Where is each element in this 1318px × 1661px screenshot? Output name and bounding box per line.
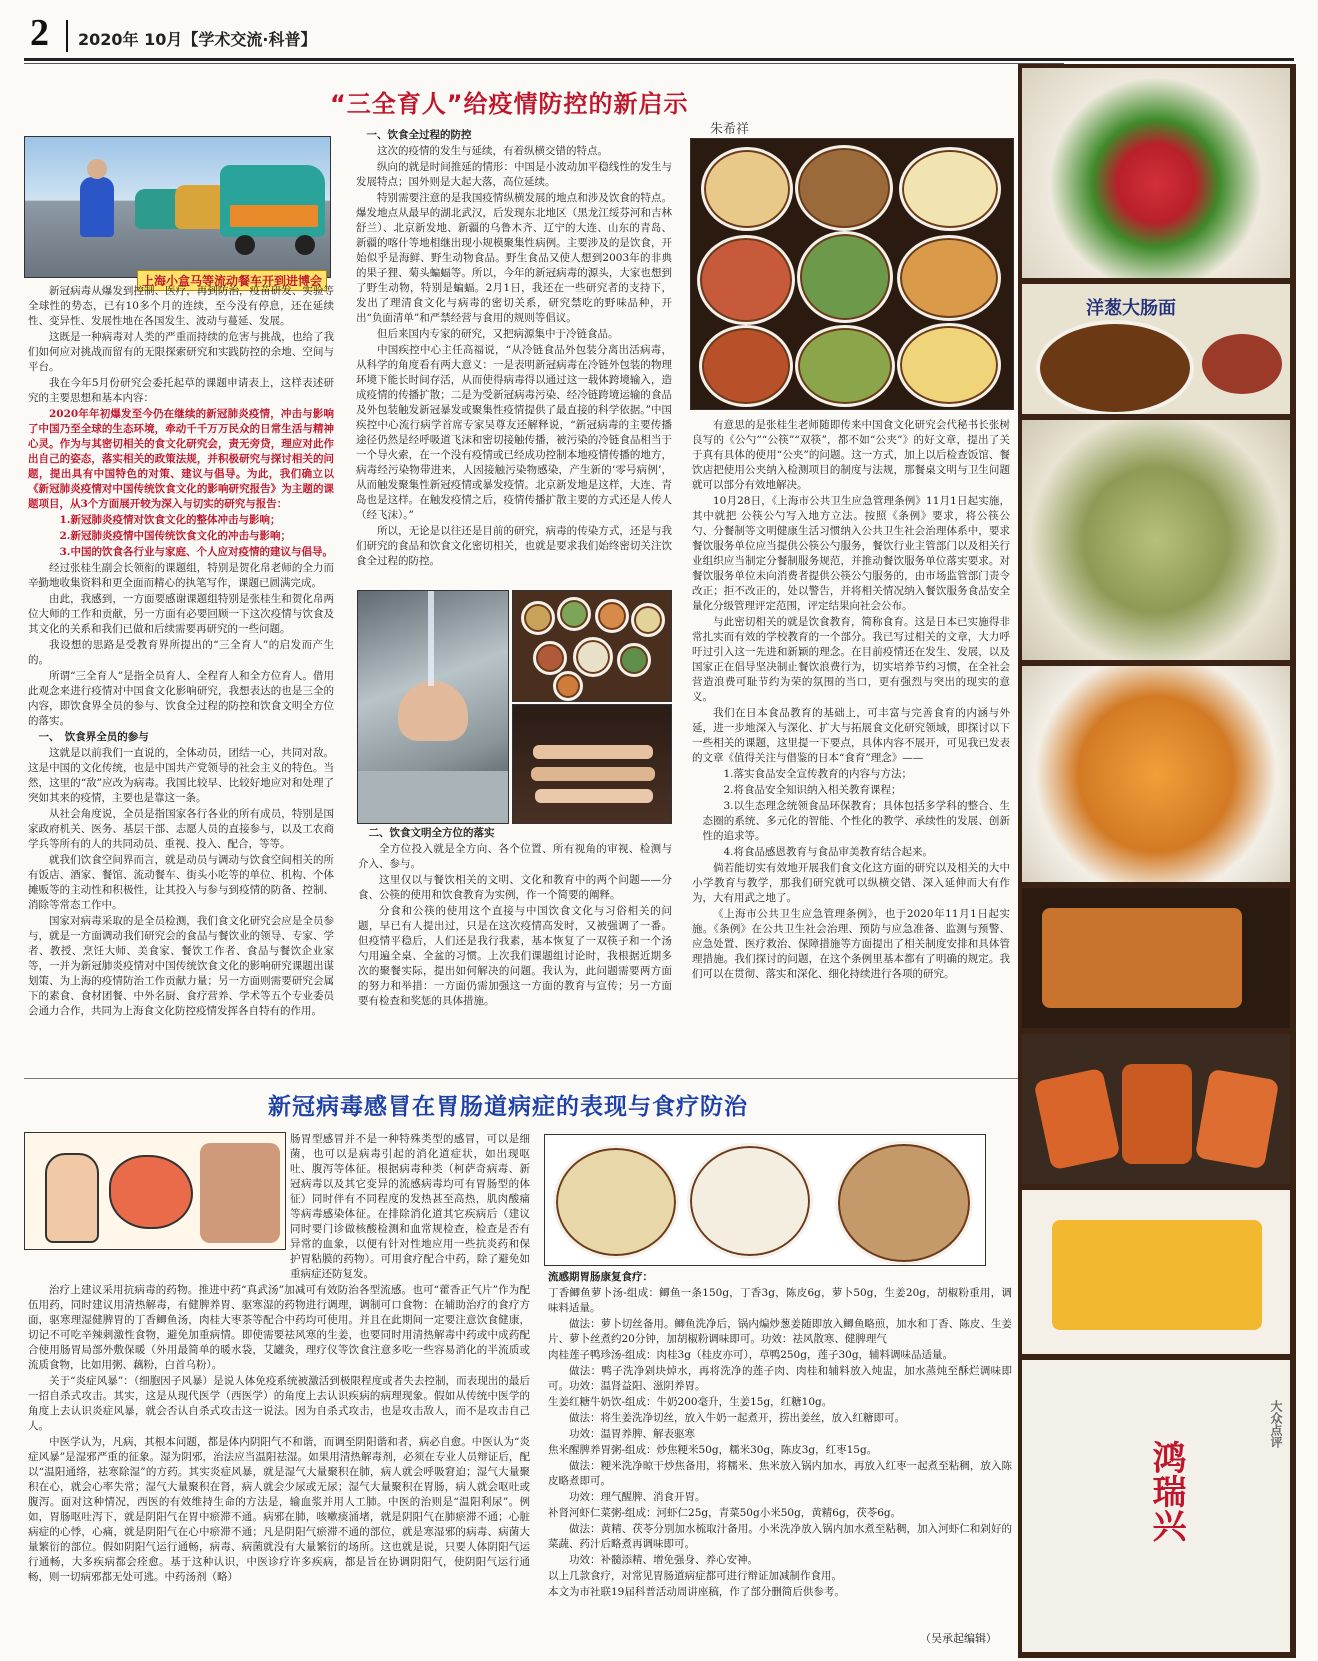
paragraph: 10月28日，《上海市公共卫生应急管理条例》11月1日起实施，其中就把 公筷公勺写入地方立法。按照《条例》要求，将公筷公勺、分餐制等文明健康生活习惯纳入公共卫生社会治理体系中，要求餐饮服务单位应当提供公筷公勺服务，餐饮行业主管部门以及相关行业组织应当制定分餐制服务规范，并推动餐饮服务单位落实要求。对餐饮服务单位未向消费者提供公筷公勺服务的，由市场监管部门责令改正；拒不改正的，处以警告，并将相关情况纳入餐饮服务食品安全量化分级管理评定范围，评定结果向社会公布。 bbox=[692, 495, 1010, 612]
paragraph: 与此密切相关的就是饮食教育，简称食育。这是日本已实施得非常扎实而有效的学校教育的一个部分。我已写过相关的文章，大力呼吁过引入这一先进和新颖的理念。在目前疫情还在发生、发展，以及国家正在倡导坚决制止餐饮浪费行为，切实培养节约习惯，在全社会营造浪费可耻节约为荣的氛围的当口，更有强烈与突出的现实的意义。 bbox=[692, 616, 1010, 703]
highlight-paragraph: 2020年年初爆发至今仍在继续的新冠肺炎疫情，冲击与影响了中国乃至全球的生态环境，牵动千千万万民众的日常生活与精神心灵。作为与其密切相关的食文化研究会，责无旁贷，理应对此作出自己的姿态，落实相关的政策法规，并积极研究与探讨相关的问题，提出具有中国特色的对策、建议与倡导。为此，我们确立以《新冠肺炎疫情对中国传统饮食文化的影响研究报告》为主题的课题项目，从3个方面展开较为深入与切实的研究与报告： bbox=[28, 408, 334, 510]
paragraph: 这里仅以与餐饮相关的文明、文化和教育中的两个问题——分食、公筷的使用和饮食教育为实例，作一个简要的阐释。 bbox=[358, 874, 672, 901]
recipe-line: 肉桂莲子鸭珍汤-组成：肉桂3g（桂皮亦可），草鸭250g，莲子30g，辅料调味品适量。 bbox=[548, 1349, 954, 1361]
header-rule-thin bbox=[24, 63, 1064, 64]
paragraph: 分食和公筷的使用这个直接与中国饮食文化与习俗相关的问题，早已有人提出过，只是在这次疫情高发时，又被强调了一番。但疫情平稳后，人们还是我行我素，基本恢复了一双筷子和一个汤勺用遍全桌、全盆的习惯。上次我们课题组讨论时，我根据近期多次的聚餐实际，提出如何解决的问题。我认为，此问题需要两方面的努力和举措：一方面仍需加强这一方面的教育与宣传；另一方面要有检查和奖惩的具体措施。 bbox=[358, 905, 672, 1007]
article2-left-column bbox=[28, 1132, 530, 1652]
recipe-line: 功效：补髓添精、增免强身、养心安神。 bbox=[569, 1554, 758, 1566]
paragraph: 从社会角度说，全员是指国家各行各业的所有成员，特别是国家政府机关、医务、基层干部、志愿人员的直接参与，以及工农商学兵等所有的人的共同动员、重视、投入、配合，等等。 bbox=[28, 808, 334, 850]
recipe-line: 功效：理气醒脾、消食开胃。 bbox=[569, 1491, 706, 1503]
paragraph: 关于“炎症风暴”：（细胞因子风暴）是说人体免疫系统被激活到极限程度或者失去控制，而表现出的最后一招自杀式攻击。其实，这是从现代医学（西医学）的角度上去认识疾病的病理现象。假如从传统中医学的角度上去认识炎症风暴，就会否认自杀式攻击这一说法。因为自杀式攻击，也是攻击敌人，而不是攻击自己人。 bbox=[28, 1375, 530, 1432]
food-truck-photo bbox=[24, 136, 331, 278]
list-item: 4.将食品感恩教育与食品审美教育结合起来。 bbox=[723, 846, 934, 858]
recipe-line: 做法：鸭子洗净剁块焯水，再将洗净的莲子肉、肉桂和辅料放入炖盅，加水蒸炖至酥烂调味即可。功效：温肾益阳、滋阴养胃。 bbox=[548, 1365, 1012, 1392]
recipe-line: 以上几款食疗，对常见胃肠道病症都可进行辩证加减制作食用。 bbox=[548, 1570, 842, 1582]
paragraph: 所以，无论是以往还是目前的研究，病毒的传染方式，还是与我们研究的食品和饮食文化密切相关，也就是要求我们始终密切关注饮食全过程的防控。 bbox=[356, 525, 672, 567]
recipe-line: 补肾河虾仁菜粥-组成：河虾仁25g，青菜50g小米50g，黄精6g，茯苓6g。 bbox=[548, 1507, 902, 1519]
food-truck-caption: 上海小盒马等流动餐车开到进博会 bbox=[137, 270, 327, 291]
paragraph: 这就是以前我们一直说的，全体动员，团结一心，共同对敌。这是中国的文化传统，也是中国共产党领导的社会主义的特色。当然，这里的“敌”应改为病毒。我国比较早、比较好地应对和处理了突如其来的疫情，主要也是靠这一条。 bbox=[28, 747, 334, 804]
article1-title: “三全育人”给疫情防控的新启示 bbox=[330, 90, 689, 118]
dumpling-box-photo bbox=[1022, 1360, 1290, 1652]
review-watermark: 大众点评 bbox=[1269, 1400, 1283, 1448]
article2-title: 新冠病毒感冒在胃肠道病症的表现与食疗防治 bbox=[268, 1094, 748, 1120]
header-date-section: 2020年 10月【学术交流·科普】 bbox=[78, 30, 317, 49]
paragraph: 我在今年5月份研究会委托起草的课题申请表上，这样表述研究的主要思想和基本内容： bbox=[28, 377, 334, 404]
list-item: 1.落实食品安全宣传教育的内容与方法； bbox=[723, 768, 913, 780]
paragraph: 由此，我感到，一方面要感谢课题组特别是张桂生和贺化帛两位大师的工作和贡献，另一方面有必要回顾一下这次疫情与饮食及其文化的关系和我们已做和后续需要再研究的一些问题。 bbox=[28, 593, 334, 635]
paragraph: 我设想的思路是受教育界所提出的“三全育人”的启发而产生的。 bbox=[28, 639, 334, 666]
paragraph: 纵向的就是时间推延的情形：中国是小波动加平稳线性的发生与发展特点；国外则是大起大落，高位延续。 bbox=[356, 161, 672, 188]
skewers-photo bbox=[512, 704, 672, 824]
porridge-photos bbox=[544, 1134, 986, 1266]
dumplings-photo bbox=[1022, 420, 1290, 660]
article2-recipes bbox=[548, 1270, 1012, 1656]
article1-column-1 bbox=[28, 284, 334, 1024]
handwashing-photo bbox=[357, 590, 509, 824]
research-item: 2.新冠肺炎疫情中国传统饮食文化的冲击与影响； bbox=[59, 530, 291, 542]
sweet-sour-ribs-photo bbox=[1022, 68, 1290, 278]
paragraph: 所谓“三全育人”是指全员育人、全程育人和全方位育人。借用此观念来进行疫情对中国食文化影响研究，我想表达的也是三全的内容，即饮食界全员的参与、饮食全过程的防控和饮食文明全方位的落实。 bbox=[28, 670, 334, 727]
header-divider bbox=[66, 20, 68, 52]
research-item: 3.中国的饮食各行业与家庭、个人应对疫情的建议与倡导。 bbox=[59, 546, 333, 558]
onion-noodle-photo bbox=[1022, 284, 1290, 414]
recipe-line: 本文为市社联19届科普活动周讲座稿，作了部分删简后供参考。 bbox=[548, 1586, 845, 1598]
paragraph: 中医学认为，凡病，其根本问题，都是体内阴阳气不和谐，而调至阴阳谐和者，病必自愈。中医认为“炎症风暴”是湿邪严重的征象。湿为阴邪，治法应当温阳祛湿。如果用清热解毒剂，必须在专业人员辩证后，配以“温阳通络，祛寒除湿”的方药。其实炎症风暴，就是湿气大量聚积在肺，病人就会呼吸窘迫；湿气大量聚积在心，就会心率失常；湿气大量聚积在肾，病人就会少尿或无尿；湿气大量聚积在胃肠，病人就会呕吐或腹泻。面对这种情况，西医的有效维持生命的方法是，输血浆并用人工肺。中医的治则是“温阳利尿”。例如，胃肠呕吐泻下，就是阴阳气在胃中瘀滞不通。病邪在肺，咳嗽痰涌堵，就是阴阳气在肺瘀滞不通；心脏病症的心悸，心痛，就是阴阳气在心中瘀滞不通；凡是阴阳气瘀滞不通的部位，就是寒湿邪的病毒、病菌大量繁衍的部位。假如阴阳气运行通畅，病毒、病菌就没有大量繁衍的场所。这也就是说，只要人体阴阳气运行通畅，大多疾病都会痊愈。基于这种认识，中医诊疗许多疾病，都是旨在协调阴阳气，使阴阳气运行通畅，则一切病邪都无处可逃。中药汤剂（略） bbox=[28, 1436, 530, 1583]
recipe-line: 丁香鲫鱼萝卜汤-组成：鲫鱼一条150g，丁香3g，陈皮6g，萝卜50g，生姜20g，胡椒粉重用，调味料适量。 bbox=[548, 1287, 1012, 1314]
article-divider bbox=[24, 1078, 1064, 1079]
dishes-collage bbox=[690, 138, 1014, 410]
paragraph: 中国疾控中心主任高福说，“从冷链食品外包装分离出活病毒，从科学的角度看有两大意义：一是表明新冠病毒在冷链外包装的物理环境下能长时间存活，从而使得病毒得以通过这一载体跨境输入，造成疫情的传播扩散；二是为受新冠病毒污染、经冷链跨境运输的食品及外包装触发新冠暴发或聚集性疫情提供了最直接的科学依据。”中国疾控中心流行病学首席专家吴尊友还解释说，“新冠病毒的主要传播途径仍然是经呼吸道飞沫和密切接触传播，被污染的冷链食品相当于一个导火索，在一个没有疫情或已经成功控制本地疫情传播的地方，病毒经污染物带进来，人因接触污染物感染，产生新的‘零号病例’，从而触发聚集性新冠疫情或暴发疫情。北京新发地是这样，大连、青岛也是这样。在触发疫情之后，疫情传播扩散主要的方式还是人传人（经飞沫）。” bbox=[356, 344, 672, 521]
recipe-line: 功效：温胃养脾、解表驱寒 bbox=[569, 1428, 695, 1440]
recipe-line: 做法：黄精、茯苓分别加水梳取汁备用。小米洗净放入锅内加水煮至粘稠，加入河虾仁和剁好的菜蔬、药汁后略煮再调味即可。 bbox=[548, 1523, 1012, 1550]
list-item: 3.以生态理念统领食品环保教育；具体包括多学科的整合、生态圈的系统、多元化的智能、个性化的教学、承续性的发展、创新性的追求等。 bbox=[702, 800, 1010, 842]
recipe-line: 做法：粳米洗净晾干炒焦备用，将糯米、焦米放入锅内加水，再放入红枣一起煮至粘稠，放入陈皮略煮即可。 bbox=[548, 1460, 1012, 1487]
header-rule bbox=[24, 58, 1294, 61]
paragraph: 新冠病毒从爆发到控制、医疗，再到防治，疫苗研发、实验等全球性的势态，已有10多个月的连续，至今没有停息，还在延续性、变异性、发展性地在各国发生、波动与蔓延、发展。 bbox=[28, 285, 334, 327]
recipe-line: 做法：将生姜洗净切丝，放入牛奶一起煮开，捞出姜丝，放入红糖即可。 bbox=[569, 1412, 905, 1424]
paragraph: 国家对病毒采取的是全员检测，我们食文化研究会应是全员参与，就是一方面调动我们研究会的食品与餐饮业的领导、专家、学者、教授、烹饪大师、美食家、餐饮工作者、食品与餐饮企业家等，一并为新冠肺炎疫情对中国传统饮食文化的影响研究课题出谋划策、为上海的疫情防治工作贡献力量；另一方面则需要研究会属下的素食、食材团餐、中外名厨、食疗营养、学术等五个专业委员会通力合作，共同为上海食文化防控疫情发挥各自特有的作用。 bbox=[28, 915, 334, 1017]
section-heading: 一、 饮食界全员的参与 bbox=[38, 731, 149, 743]
paragraph: 倘若能切实有效地开展我们食文化这方面的研究以及相关的大中小学教育与教学，那我们研究就可以纵横交错、深入延伸而大有作为，大有用武之地了。 bbox=[692, 862, 1010, 904]
paragraph: 《上海市公共卫生应急管理条例》，也于2020年11月1日起实施。《条例》在公共卫生社会治理、预防与应急准备、监测与预警、应急处置、医疗救治、保障措施等方面提出了相关制度安排和具体管理措施。我们探讨的问题，在这个条例里基本都有了明确的规定。我们可以在贯彻、落实和深化、细化持续进行各项的研究。 bbox=[692, 908, 1010, 980]
recipe-line: 生姜红糖牛奶饮-组成：牛奶200毫升，生姜15g，红糖10g。 bbox=[548, 1396, 833, 1408]
spring-roll-photo bbox=[1022, 1034, 1290, 1184]
recipe-line: 焦米醒脾养胃粥-组成：炒焦粳米50g，糯米30g，陈皮3g，红枣15g。 bbox=[548, 1444, 878, 1456]
brand-label: 鸿瑞兴 bbox=[1146, 1440, 1186, 1542]
article1-column-3 bbox=[692, 418, 1010, 1024]
paragraph: 这既是一种病毒对人类的严重而持续的危害与挑战，也给了我们如何应对挑战而留有的无限探索研究和实践防控的余地、空间与平台。 bbox=[28, 331, 334, 373]
article1-column-2 bbox=[356, 128, 672, 583]
paragraph: 这次的疫情的发生与延续，有着纵横交错的特点。 bbox=[377, 145, 608, 157]
pork-cutlet-photo bbox=[1022, 888, 1290, 1028]
editor-credit: （吴承起编辑） bbox=[920, 1632, 997, 1645]
article1-author: 朱希祥 bbox=[710, 122, 750, 137]
pan-fried-cake-photo bbox=[1022, 1190, 1290, 1354]
paragraph: 就我们饮食空间界而言，就是动员与调动与饮食空间相关的所有饭店、酒家、餐馆、流动餐车、街头小吃等的单位、机构、个体摊贩等的主动性和积极性，让其投入与参与到疫情的防备、控制、消除等常态工作中。 bbox=[28, 854, 334, 911]
paragraph: 全方位投入就是全方向、各个位置、所有视角的审视、检测与介入、参与。 bbox=[358, 843, 672, 870]
shared-dishes-photo bbox=[512, 590, 672, 702]
paragraph: 有意思的是张桂生老师随即传来中国食文化研究会代秘书长张树良写的《公勺”“公筷”“双筷”，都不如“公夹”》的好文章，提出了关于真有具体的使用“公夹”的问题。这一方式，加上以后检查饭馆、餐饮店把使用公夹纳入检测项目的制度与法规，那餐桌文明与卫生问题就可以部分有效地解决。 bbox=[692, 419, 1010, 491]
paragraph: 肠胃型感冒并不是一种特殊类型的感冒，可以是细菌，也可以是病毒引起的消化道症状，如出现呕吐、腹泻等体征。根据病毒种类（柯萨奇病毒、新冠病毒以及其它变异的流感病毒均可有胃肠型的体征）同时伴有不同程度的发热甚至高热，肌肉酸痛等病毒感染体征。在排除消化道其它疾病后（建议同时要门诊做核酸检测和血常规检查，检查是否有异常的血象，以便有针对性地应用一些抗炎药和保护胃粘膜的药物）。可用食疗配合中药，除了避免如重病症还防复发。 bbox=[290, 1133, 530, 1280]
paragraph: 治疗上建议采用抗病毒的药物。推进中药“真武汤”加减可有效防治各型流感。也可“藿香正气片”作为配伍用药，同时建议用清热解毒，有健脾养胃、驱寒湿的药物进行调理，调制可口食物：在辅助治疗的食疗方面，驱寒理湿健脾胃的丁香鲫鱼汤，肉桂大枣茶等配合中药均可使用。并且在此期间一定要注意饮食健康，切记不可吃辛辣刺激性食物，避免加重病情。即使需要祛风寒的生姜，也要同时用清热解毒中药或中成药配合使用肠胃局部外敷保暖（外用最简单的暖水袋，艾罐灸，理疗仪等饮食注意多吃一些容易消化的半流质或流质食物，比如用粥、藕粉，白首乌粉）。 bbox=[28, 1284, 530, 1371]
paragraph: 特别需要注意的是我国疫情纵横发展的地点和涉及饮食的特点。爆发地点从最早的湖北武汉，后发现东北地区（黑龙江绥芬河和吉林舒兰）、北京新发地、新疆的乌鲁木齐、辽宁的大连、山东的青岛、新疆的喀什等地相继出现小规模聚集性病例。主要涉及的是饮食，开始似乎是海鲜、野生动物食品。野生食品又使人想到2003年的非典的果子狸、菊头蝙蝠等。所以，今年的新冠病毒的源头，大家也想到了野生动物，特别是蝙蝠。2月1日，我还在一些研究者的支持下，发出了理清食文化与病毒的密切关系，研究禁吃的野味品种，开出“负面清单”和严禁经营与食用的规则等倡议。 bbox=[356, 192, 672, 324]
research-item: 1.新冠肺炎疫情对饮食文化的整体冲击与影响； bbox=[59, 514, 281, 526]
list-item: 2.将食品安全知识纳入相关教育课程； bbox=[723, 784, 902, 796]
section-heading: 二、饮食文明全方位的落实 bbox=[368, 827, 495, 839]
recipes-heading: 流感期胃肠康复食疗： bbox=[548, 1271, 653, 1283]
recipe-line: 做法：萝卜切丝备用。鲫鱼洗净后，锅内煸炒葱姜随即放入鲫鱼略煎，加水和丁香、陈皮、生姜片、萝卜丝煮约20分钟，加胡椒粉调味即可。功效：祛风散寒、健脾理气 bbox=[548, 1318, 1012, 1345]
paragraph: 但后来国内专家的研究，又把病源集中于冷链食品。 bbox=[377, 328, 619, 340]
paragraph: 我们在日本食品教育的基础上，可丰富与完善食育的内涵与外延，进一步地深入与深化、扩大与拓展食文化研究领域，即探讨以下一些相关的课题，这里提一下要点，具体内容不展开，可见我已发表的文章《值得关注与借鉴的日本“食育”理念》—— bbox=[692, 707, 1010, 764]
article1-column-2b bbox=[358, 826, 672, 1026]
paragraph: 经过张桂生副会长领衔的课题组，特别是贺化帛老师的全力而辛勤地收集资料和更全面而精心的执笔写作，课题已圆满完成。 bbox=[28, 562, 334, 589]
fried-tofu-photo bbox=[1022, 666, 1290, 882]
section-heading: 一、饮食全过程的防控 bbox=[366, 129, 472, 141]
onion-noodle-label: 洋葱大肠面 bbox=[1086, 298, 1176, 319]
food-photo-strip bbox=[1018, 64, 1296, 1658]
page-number: 2 bbox=[30, 12, 49, 54]
